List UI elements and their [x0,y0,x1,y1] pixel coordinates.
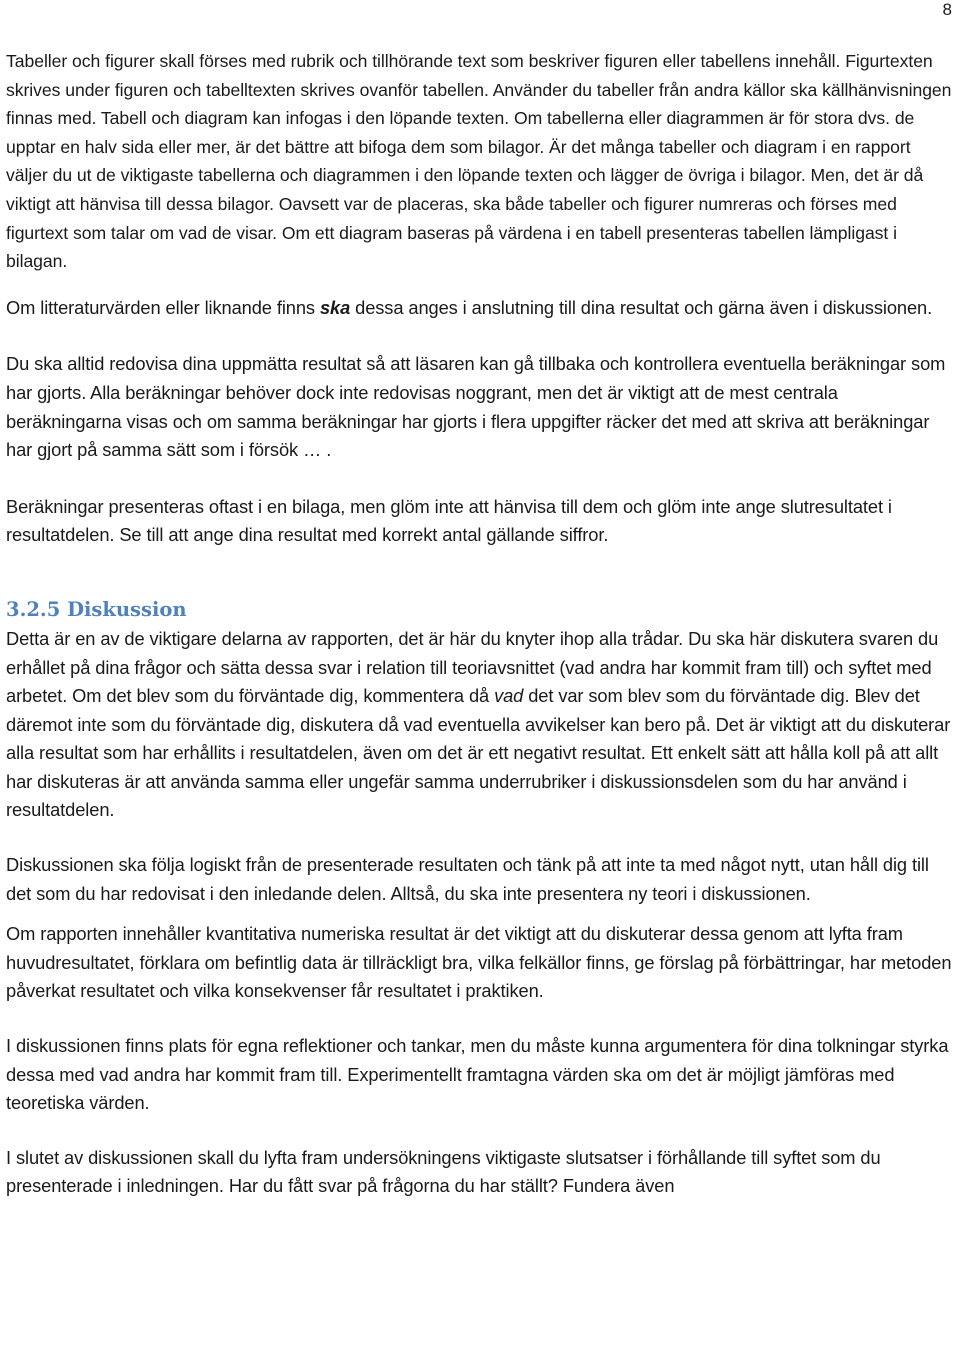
paragraph-discussion-intro [6,625,956,825]
paragraph-quantitative-results: Om rapporten innehåller kvantitativa numeriska resultat är det viktigt att du diskuterar dessa genom att lyfta fram huvudresultatet, förklara om befintlig data är tillräckligt bra, vilka felkällor finns, ge förslag på förbättringar, har metoden påverkat resultatet och vilka konsekvenser får resultatet i praktiken. [6,923,952,1002]
paragraph-discussion-text-end: det var som blev som du förväntade dig. Blev det däremot inte som du förväntade dig, diskutera då vad eventuella avvikelser kan bero på. Det är viktigt att du diskuterar alla resultat som har erhållits i resultatdelen, även om det är ett negativt resultat. Ett enkelt sätt att hålla koll på att allt har diskuteras är att använda samma eller ungefär samma underrubriker i diskussionsdelen som du har använd i resultatdelen. [6,685,951,821]
paragraph-report-measurements: Du ska alltid redovisa dina uppmätta resultat så att läsaren kan gå tillbaka och kontrollera eventuella beräkningar som har gjorts. Alla beräkningar behöver dock inte redovisas noggrant, men det är viktigt att de mest centrala beräkningarna visas och om samma beräkningar har gjorts i flera uppgifter räcker det med att skriva att beräkningar har gjort på samma sätt som i försök … . [6,353,946,461]
paragraph-literature-text-start: Om litteraturvärden eller liknande finns [6,296,320,318]
emphasis-ska: ska [319,296,351,318]
page-content [6,47,956,1201]
paragraph-tables-figures: Tabeller och figurer skall förses med rubrik och tillhörande text som beskriver figuren eller tabellens innehåll. Figurtexten skrives under figuren och tabelltexten skrives ovanför tabellen. Använder du tabeller från andra källor ska källhänvisningen finnas med. Tabell och diagram kan infogas i den löpande texten. Om tabellerna eller diagrammen är för stora dvs. de upptar en halv sida eller mer, är det bättre att bifoga dem som bilagor. Är det många tabeller och diagram i en rapport väljer du ut de viktigaste tabellerna och diagrammen i den löpande texten och lägger de övriga i bilagor. Men, det är då viktigt att hänvisa till dessa bilagor. Oavsett var de placeras, ska både tabeller och figurer numreras och förses med figurtext som talar om vad de visar. Om ett diagram baseras på värdena i en tabell presenteras tabellen lämpligast i bilagan. [6,51,952,272]
paragraph-literature-text-end: dessa anges i anslutning till dina resultat och gärna även i diskussionen. [350,296,933,318]
paragraph-discussion-logic: Diskussionen ska följa logiskt från de presenterade resultaten och tänk på att inte ta med något nytt, utan håll dig till det som du har redovisat i den inledande delen. Alltså, du ska inte presentera ny teori i diskussionen. [6,854,929,904]
paragraph-literature-values [6,294,956,323]
paragraph-discussion-text-start: Detta är en av de viktigare delarna av rapporten, det är här du knyter ihop alla trådar. Du ska här diskutera svaren du erhållet på dina frågor och sätta dessa svar i relation till teoriavsnittet (vad andra har kommit fram till) och syftet med arbetet. Om det blev som du förväntade dig, kommentera då [6,627,939,707]
section-heading-diskussion: 3.2.5 Diskussion [6,597,187,621]
paragraph-conclusions: I slutet av diskussionen skall du lyfta fram undersökningens viktigaste slutsatser i förhållande till syftet som du presenterade i inledningen. Har du fått svar på frågorna du har ställt? Fundera även [6,1146,881,1197]
emphasis-vad: vad [494,685,524,707]
paragraph-calculations-appendix: Beräkningar presenteras oftast i en bilaga, men glöm inte att hänvisa till dem och glöm inte ange slutresultatet i resultatdelen. Se till att ange dina resultat med korrekt antal gällande siffror. [6,495,892,546]
page-number: 8 [942,0,952,19]
paragraph-reflections: I diskussionen finns plats för egna reflektioner och tankar, men du måste kunna argumentera för dina tolkningar styrka dessa med vad andra har kommit fram till. Experimentellt framtagna värden ska om det är möjligt jämföras med teoretiska värden. [6,1035,949,1114]
